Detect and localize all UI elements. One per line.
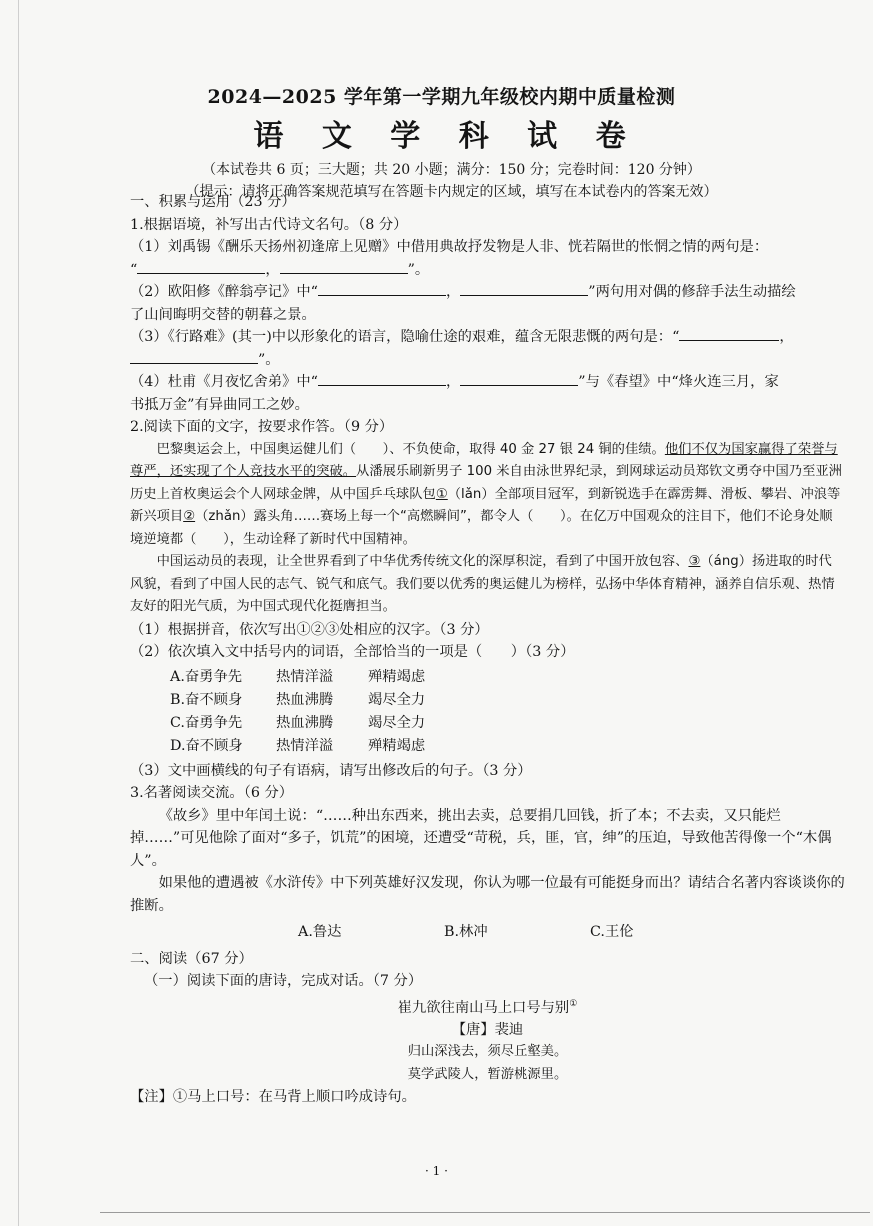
option-row: A.奋勇争先 热情洋溢 殚精竭虑 [170,668,426,685]
exam-title: 2024—2025 学年第一学期九年级校内期中质量检测 [207,86,676,108]
q1-sub4-cont: 书抵万金”有异曲同工之妙。 [130,396,309,413]
poem-title: 崔九欲往南山马上口号与别① [397,998,578,1016]
q2-title: 2.阅读下面的文字，按要求作答。（9 分） [130,419,394,435]
exam-hint: （提示：请将正确答案规范填写在答题卡内规定的区域，填写在本试卷内的答案无效） [185,184,718,200]
option-row: D.奋不顾身 热情洋溢 殚精竭虑 [170,737,426,754]
answer-blank[interactable] [137,259,265,274]
blank-mark-3: ③ [688,554,701,569]
q3-choices [298,921,845,944]
q2-passage-2: 中国运动员的表现，让全世界看到了中华优秀传统文化的深厚积淀，看到了中国开放包容、③（áng）扬进取的时代风貌，看到了中国人民的志气、锐气和底气。我们要以优秀的奥运健儿为榜样，弘扬中华体育精神，涵养自信乐观、热情友好的阳光气质，为中国式现代化挺膺担当。 [130,554,835,614]
section2-title: 二、阅读（67 分） [130,950,253,967]
exam-body [130,191,845,1109]
section1-title: 一、积累与运用（23 分） [130,194,296,210]
q1-sub4: （4）杜甫《月夜忆舍弟》中“ ， ”与《春望》中“烽火连三月，家 [130,371,845,394]
q1-sub2: （2）欧阳修《醉翁亭记》中“ ， ”两句用对偶的修辞手法生动描绘 [130,281,845,304]
answer-blank[interactable] [280,259,408,274]
q1-sub2-cont: 了山间晦明交替的朝暮之景。 [130,306,316,323]
underlined-sentence: 他们不仅为国家赢得了荣誉与尊严，还实现了个人竞技水平的突破。 [130,441,838,479]
answer-blank[interactable] [318,371,446,386]
q1-sub1: （1）刘禹锡《酬乐天扬州初逢席上见赠》中借用典故抒发物是人非、恍若隔世的怅惘之情的两句是： [130,239,769,255]
choice-c: C.王伦 [590,924,634,940]
q3-passage-1: 《故乡》里中年闰土说：“……种出东西来，挑出去卖，总要捐几回钱，折了本；不去卖，又只能烂掉……”可见他除了面对“多子，饥荒”的困境，还遭受“苛税，兵，匪，官，绅”的压迫，导致他苦得像一个“木偶人”。 [130,807,832,869]
choice-a: A.鲁达 [298,924,342,940]
exam-subject-title: 语 文 学 科 试 卷 [253,119,640,154]
q2-sub1: （1）根据拼音，依次写出①②③处相应的汉字。（3 分） [130,621,489,638]
q2-sub2: （2）依次填入文中括号内的词语，全部恰当的一项是（ ）（3 分） [130,644,575,660]
option-row: B.奋不顾身 热血沸腾 竭尽全力 [170,691,426,708]
answer-blank[interactable] [679,326,779,341]
q2-options [130,666,845,758]
scan-bottom-line [100,1212,870,1213]
blank-mark-1: ① [435,486,448,502]
blank-mark-2: ② [183,509,196,524]
option-row: C.奋勇争先 热血沸腾 竭尽全力 [170,714,426,731]
exam-info: （本试卷共 6 页；三大题；共 20 小题；满分：150 分；完卷时间：120 分钟） [202,162,701,178]
q1-sub3-cont: ”。 [130,349,845,372]
q3-title: 3.名著阅读交流。（6 分） [130,785,294,801]
q2-passage-1: 巴黎奥运会上，中国奥运健儿们（ ）、不负使命，取得 40 金 27 银 24 铜的佳绩。他们不仅为国家赢得了荣誉与尊严，还实现了个人竞技水平的突破。从潘展乐刷新男子 100 米自由泳世界纪录，到网球运动员郑钦文勇夺中国乃至亚洲历史上首枚奥运会个人网球金牌，从中国乒乓球队包①（lǎn）全部项目冠军，到新锐选手在霹雳舞、滑板、攀岩、冲浪等新兴项目②（zhǎn）露头角……赛场上每一个“高燃瞬间”，都令人（ ）。在亿万中国观众的注目下，他们不论身处顺境逆境都（ ），生动诠释了新时代中国精神。 [130,441,842,547]
section2-sub1: （一）阅读下面的唐诗，完成对话。（7 分） [144,973,423,989]
answer-blank[interactable] [460,281,588,296]
answer-blank[interactable] [460,371,578,386]
answer-blank[interactable] [130,349,258,364]
q2-sub3: （3）文中画横线的句子有语病，请写出修改后的句子。（3 分） [130,762,532,779]
answer-blank[interactable] [318,281,446,296]
q1-sub3: （3）《行路难》(其一)中以形象化的语言，隐喻仕途的艰难，蕴含无限悲慨的两句是：“ ， [130,326,845,349]
page-number: · 1 · [425,1164,448,1178]
q1-sub1-blanks: “ ， ”。 [130,259,845,282]
poem-line-1: 归山深浅去，须尽丘壑美。 [407,1044,568,1060]
q3-passage-2: 如果他的遭遇被《水浒传》中下列英雄好汉发现，你认为哪一位最有可能挺身而出？请结合名著内容谈谈你的推断。 [130,875,845,914]
q1-title: 1.根据语境，补写出古代诗文名句。（8 分） [130,216,408,233]
choice-b: B.林冲 [444,924,488,940]
poem-note: 【注】①马上口号：在马背上顺口吟成诗句。 [130,1089,416,1106]
exam-header [0,82,873,201]
poem-author: 【唐】裴迪 [451,1021,524,1038]
poem-line-2: 莫学武陵人，暂游桃源里。 [407,1066,568,1082]
